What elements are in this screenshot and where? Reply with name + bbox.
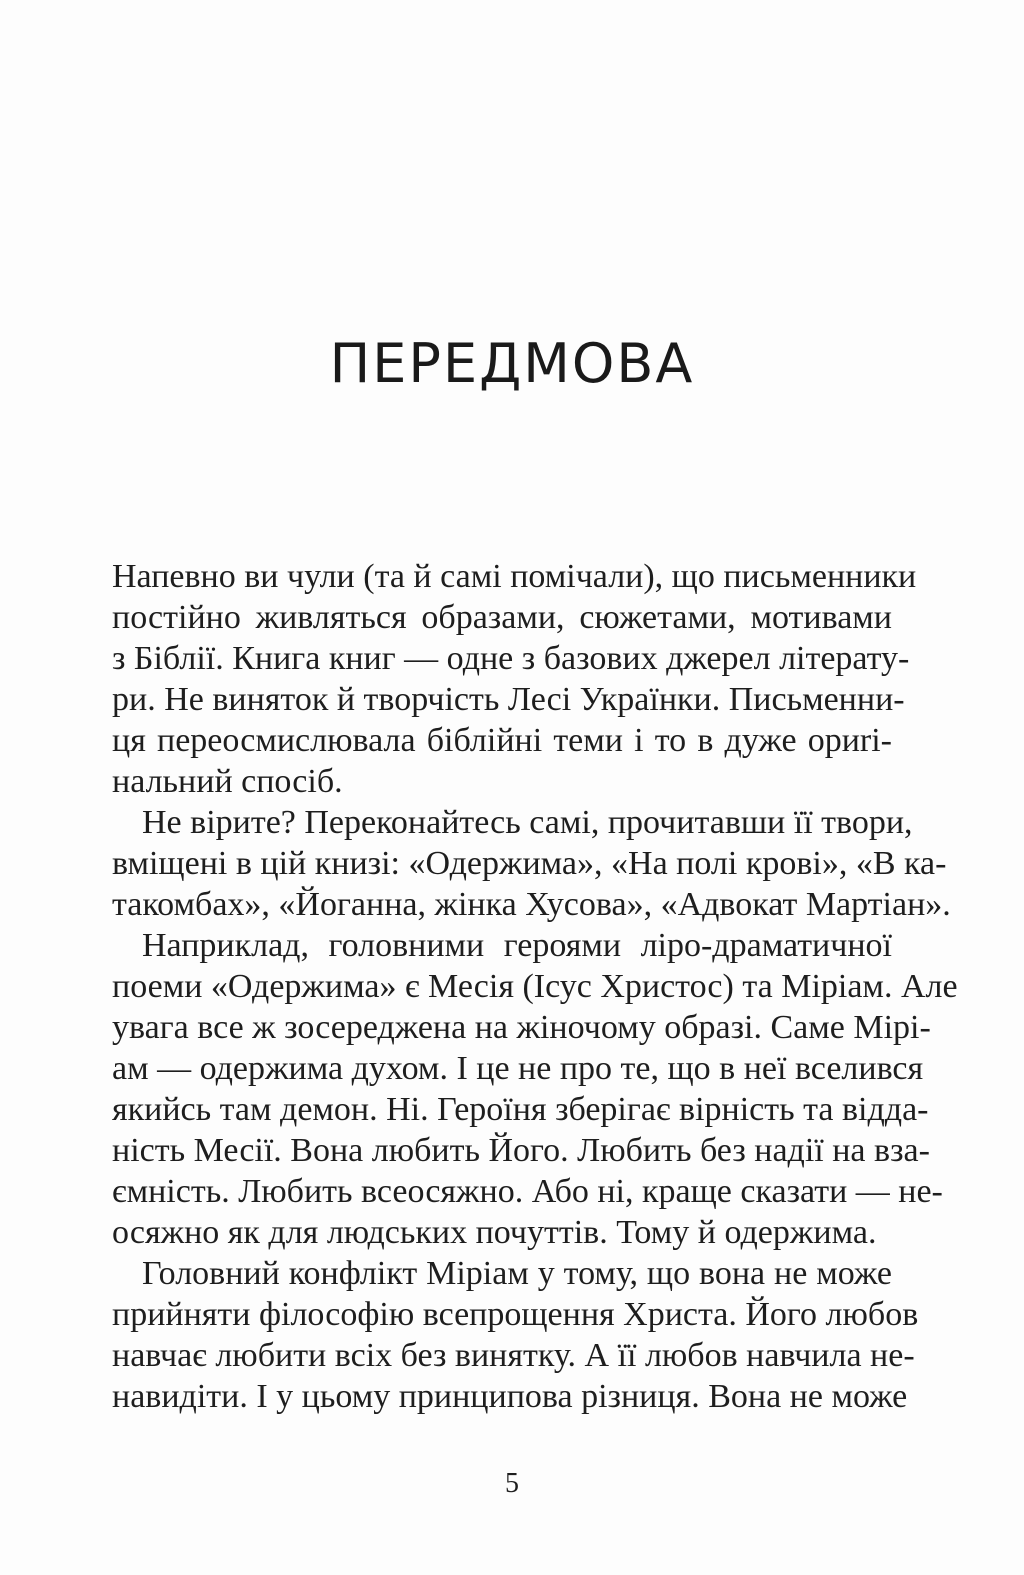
page-title: ПЕРЕДМОВА [329, 332, 695, 395]
body-text [112, 556, 958, 1417]
text-line: Напевно ви чули (та й самі помічали), що письменники [112, 558, 917, 595]
text-line: нальний спосіб. [112, 763, 343, 800]
text-line: ця переосмислювала біблійні теми і то в дуже ориrі- [112, 722, 892, 759]
text-line: навчає любити всіх без винятку. А її любов навчила не- [112, 1337, 915, 1374]
text-line: навидіти. І у цьому принципова різниця. Вона не може [112, 1378, 908, 1415]
text-line: ність Месії. Вона любить Його. Любить без надії на вза- [112, 1132, 930, 1169]
text-line: прийняти філософію всепрощення Христа. Його любов [112, 1296, 919, 1333]
text-line: осяжно як для людських почуттів. Тому й одержима. [112, 1214, 877, 1251]
text-line: увага все ж зосереджена на жіночому образі. Саме Мірі- [112, 1009, 931, 1046]
text-line: постійно живляться образами, сюжетами, мотивами [112, 599, 892, 636]
text-line: з Біблії. Книга книг — одне з базових джерел літерату- [112, 640, 910, 677]
text-line: такомбах», «Йоганна, жінка Хусова», «Адвокат Мартіан». [112, 886, 951, 923]
text-line: поеми «Одержима» є Месія (Ісус Христос) та Міріам. Але [112, 968, 958, 1005]
text-line: ри. Не виняток й творчість Лесі Українки. Письменни- [112, 681, 905, 718]
text-line: Наприклад, головними героями ліро-драматичної [142, 927, 892, 964]
text-line: Головний конфлікт Міріам у тому, що вона не може [142, 1255, 892, 1292]
text-line: якийсь там демон. Ні. Героїня зберігає вірність та відда- [112, 1091, 929, 1128]
text-line: Не вірите? Переконайтесь самі, прочитавши її твори, [142, 804, 913, 841]
text-line: ам — одержима духом. І це не про те, що в неї вселився [112, 1050, 924, 1087]
text-line: вміщені в цій книзі: «Одержима», «На полі крові», «В ка- [112, 845, 947, 882]
page-number: 5 [505, 1468, 519, 1499]
text-line: ємність. Любить всеосяжно. Або ні, краще сказати — не- [112, 1173, 943, 1210]
